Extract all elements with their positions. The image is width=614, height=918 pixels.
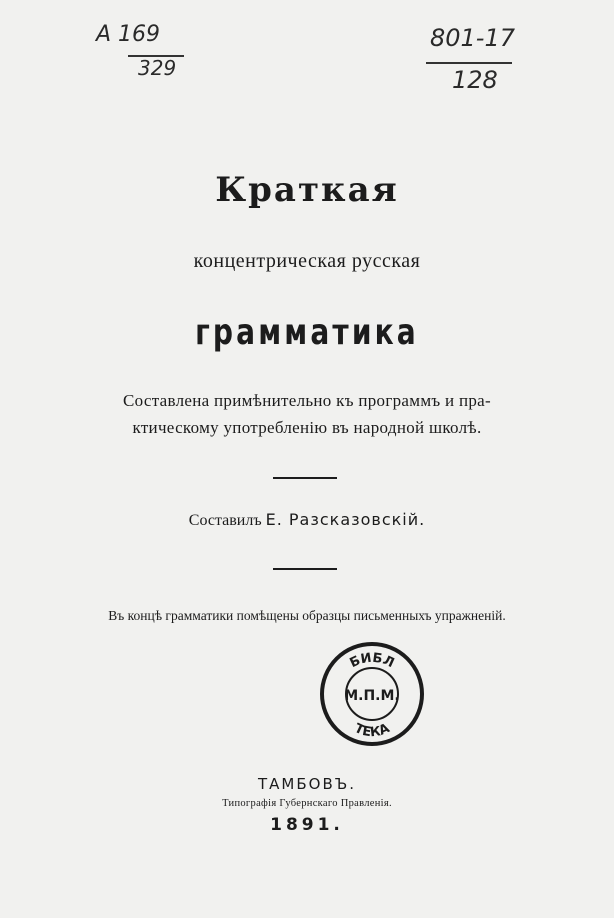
shelfmark-right-underline — [426, 62, 512, 64]
divider-bottom — [273, 568, 337, 570]
imprint-year: 1891. — [270, 815, 344, 835]
shelfmark-left-bottom: 329 — [138, 56, 177, 80]
title-line-1: Краткая — [215, 170, 399, 210]
title-line-3: грамматика — [195, 312, 419, 353]
library-stamp — [318, 640, 426, 748]
stamp-center-text: М.П.М. — [344, 688, 400, 704]
author-name: Е. Разсказовскій. — [265, 510, 426, 529]
subtitle-line-2: ктическому употребленію въ народной школѣ. — [132, 418, 482, 437]
shelfmark-right-bottom: 128 — [452, 66, 498, 94]
shelfmark-left-top: А 169 — [96, 22, 161, 47]
handwritten-shelfmark-right — [430, 24, 515, 52]
appendix-note: Въ концѣ грамматики помѣщены образцы письменныхъ упражненій. — [108, 608, 506, 623]
title-line-2: концентрическая русская — [193, 250, 421, 272]
subtitle-line-1: Составлена примѣнительно къ программъ и пра- — [123, 391, 491, 410]
shelfmark-right-top: 801-17 — [430, 24, 516, 52]
imprint-press: Типографія Губернскаго Правленія. — [222, 798, 392, 809]
divider-top — [273, 477, 337, 479]
author-line — [0, 510, 614, 530]
stamp-ring-text-top: БИБЛ — [347, 650, 397, 672]
author-prefix: Составилъ — [188, 512, 262, 529]
stamp-ring-text-bottom: ТЕКА — [351, 720, 393, 741]
imprint-city: ТАМБОВЪ. — [257, 775, 356, 793]
handwritten-shelfmark-left — [96, 22, 160, 47]
